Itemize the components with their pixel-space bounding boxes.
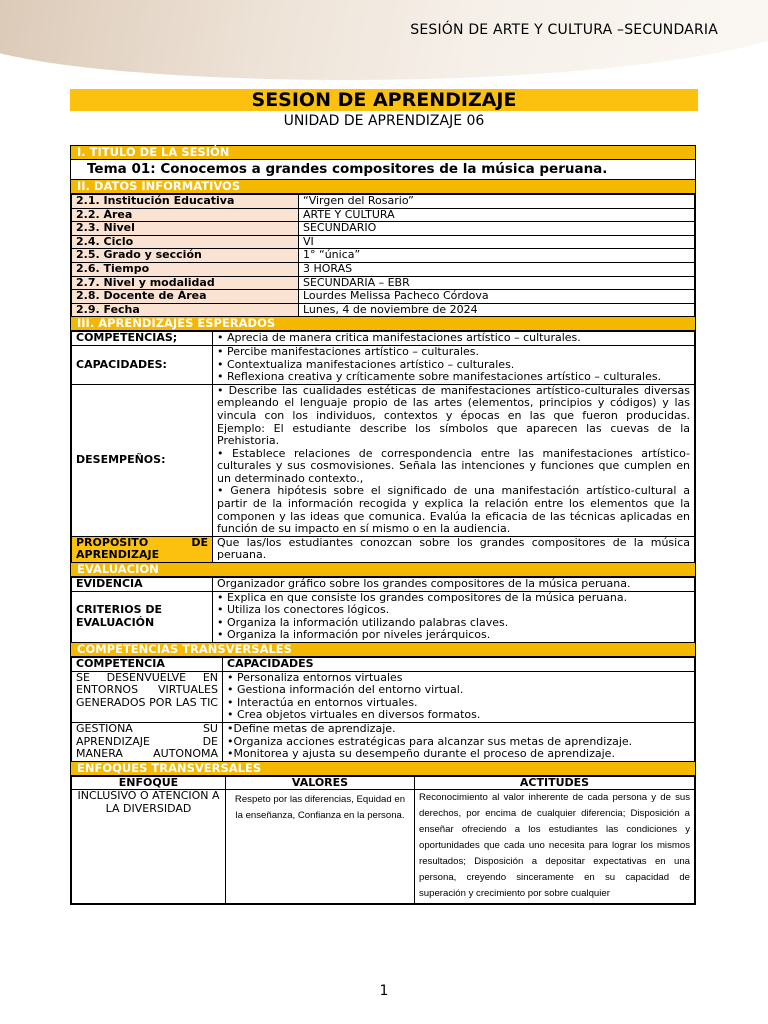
list-item: • Organiza la información por niveles jerárquicos. (217, 628, 491, 642)
list-item: • Organiza la información utilizando palabras claves. (217, 615, 509, 629)
table-row (72, 195, 695, 209)
list-item: •Monitorea y ajusta su desempeño durante el proceso de aprendizaje. (227, 747, 615, 761)
datos-key: 2.2. Área (72, 208, 299, 222)
datos-key: 2.1. Institución Educativa (72, 195, 299, 209)
competencias-value: • Aprecia de manera critica manifestaciones artístico – culturales. (213, 332, 695, 346)
table-row (72, 332, 695, 346)
list-item: • Explica en que consiste los grandes compositores de la música peruana. (217, 590, 628, 604)
datos-key: 2.9. Fecha (72, 303, 299, 317)
page-header (0, 0, 768, 84)
unit-subtitle: UNIDAD DE APRENDIZAJE 06 (283, 113, 485, 129)
criterios-label: CRITERIOS DE EVALUACIÓN (72, 591, 213, 642)
datos-table (71, 194, 695, 317)
enfoques-table (71, 776, 695, 904)
competencias-label: COMPETENCIAS; (72, 332, 213, 346)
list-item: • Establece relaciones de correspondencia entre las manifestaciones artístico-culturales y sus cosmovisiones. Señala las intenciones y funciones que cumplen en un determinado contexto., (217, 446, 690, 485)
datos-value: SECUNDARIA – EBR (299, 276, 695, 290)
column-header: COMPETENCIA (72, 658, 223, 672)
list-item: • Percibe manifestaciones artístico – culturales. (217, 344, 480, 358)
datos-key: 2.7. Nivel y modalidad (72, 276, 299, 290)
table-row (72, 578, 695, 592)
datos-key: 2.6. Tiempo (72, 262, 299, 276)
datos-value: ARTE Y CULTURA (299, 208, 695, 222)
datos-key: 2.5. Grado y sección (72, 249, 299, 263)
competencia-name: SE DESENVUELVE EN ENTORNOS VIRTUALES GENERADOS POR LAS TIC (72, 671, 223, 722)
table-row (72, 345, 695, 384)
list-item: • Contextualiza manifestaciones artístico – culturales. (217, 357, 515, 371)
list-item: • Interactúa en entornos virtuales. (227, 695, 418, 709)
datos-value: SECUNDARIO (299, 222, 695, 236)
datos-key: 2.3. Nivel (72, 222, 299, 236)
table-row (72, 536, 695, 562)
list-item: • Crea objetos virtuales en diversos formatos. (227, 708, 481, 722)
table-row (72, 249, 695, 263)
capacidades-list (223, 722, 695, 761)
capacidades-list (223, 671, 695, 722)
datos-value: 1° “única” (299, 249, 695, 263)
list-item: • Personaliza entornos virtuales (227, 670, 403, 684)
enfoque-name: INCLUSIVO O ATENCIÓN A LA DIVERSIDAD (72, 790, 226, 903)
table-row (72, 235, 695, 249)
aprendizajes-table (71, 331, 695, 563)
header-title: SESIÓN DE ARTE Y CULTURA –SECUNDARIA (410, 22, 718, 38)
table-row (72, 671, 695, 722)
table-row (72, 276, 695, 290)
column-header: ENFOQUE (72, 776, 226, 790)
criterios-list (213, 591, 695, 642)
section-evaluacion-heading: EVALUACION (71, 563, 695, 577)
column-header: ACTITUDES (415, 776, 695, 790)
datos-value: 3 HORAS (299, 262, 695, 276)
list-item: • Describe las cualidades estéticas de manifestaciones artístico-culturales diversas empleando el lenguaje propio de las artes (elementos, principios y códigos) y las vincula con los individuos, contextos y épocas en las que fueron producidas. Ejemplo: El estudiante describe los símbolos que aparecen las cuevas de la Prehistoria. (217, 383, 690, 448)
datos-value: VI (299, 235, 695, 249)
table-header-row (72, 658, 695, 672)
list-item: •Organiza acciones estratégicas para alcanzar sus metas de aprendizaje. (227, 734, 633, 748)
table-row (72, 591, 695, 642)
document-title: SESION DE APRENDIZAJE (70, 89, 698, 111)
datos-value: Lunes, 4 de noviembre de 2024 (299, 303, 695, 317)
competencias-transversales-table (71, 657, 695, 762)
table-row (72, 303, 695, 317)
list-item: • Reflexiona creativa y críticamente sobre manifestaciones artístico – culturales. (217, 370, 662, 384)
header-decoration (0, 0, 768, 80)
capacidades-list (213, 345, 695, 384)
evaluacion-table (71, 577, 695, 643)
list-item: • Utiliza los conectores lógicos. (217, 603, 390, 617)
datos-key: 2.8. Docente de Área (72, 290, 299, 304)
desempenos-label: DESEMPEÑOS: (72, 384, 213, 536)
datos-value: Lourdes Melissa Pacheco Córdova (299, 290, 695, 304)
section-competencias-transversales-heading: COMPETENCIAS TRANSVERSALES (71, 643, 695, 657)
evidencia-value: Organizador gráfico sobre los grandes compositores de la música peruana. (213, 578, 695, 592)
table-row (72, 790, 695, 903)
datos-value: “Virgen del Rosario” (299, 195, 695, 209)
desempenos-list (213, 384, 695, 536)
proposito-value: Que las/los estudiantes conozcan sobre los grandes compositores de la música peruana. (213, 536, 695, 562)
page-number: 1 (379, 983, 389, 999)
actitudes-text: Reconocimiento al valor inherente de cada persona y de sus derechos, por encima de cualquier diferencia; Disposición a enseñar ofreciendo a los estudiantes las condiciones y oportunidades que cada uno necesita para lograr los mismos resultados; Disposición a depositar expectativas en una persona, creyendo sinceramente en su capacidad de superación y crecimiento por sobre cualquier (415, 790, 695, 903)
table-row (72, 290, 695, 304)
section-enfoques-heading: ENFOQUES TRANSVERSALES (71, 762, 695, 776)
table-row (72, 208, 695, 222)
section-datos-heading: II. DATOS INFORMATIVOS (71, 180, 695, 194)
table-row (72, 222, 695, 236)
capacidades-label: CAPACIDADES: (72, 345, 213, 384)
list-item: •Define metas de aprendizaje. (227, 721, 396, 735)
section-aprendizajes-heading: III. APRENDIZAJES ESPERADOS (71, 317, 695, 331)
proposito-label: PROPOSITO DE APRENDIZAJE (72, 536, 213, 562)
table-row (72, 384, 695, 536)
session-document (70, 145, 696, 905)
list-item: • Gestiona información del entorno virtual. (227, 683, 464, 697)
section-title-heading: I. TITULO DE LA SESIÓN (71, 146, 695, 160)
valores-text: Respeto por las diferencias, Equidad en la enseñanza, Confianza en la persona. (226, 790, 415, 903)
list-item: • Genera hipótesis sobre el significado de una manifestación artístico-cultural a partir de la información recogida y explica la relación entre los elementos que la componen y las ideas que comunica. Evalúa la eficacia de las técnicas aplicadas en función de su impacto en sí mismo o en la audiencia. (217, 484, 690, 536)
table-row (72, 262, 695, 276)
column-header: VALORES (226, 776, 415, 790)
column-header: CAPACIDADES (223, 658, 695, 672)
table-row (72, 722, 695, 761)
table-header-row (72, 776, 695, 790)
evidencia-label: EVIDENCIA (72, 578, 213, 592)
datos-key: 2.4. Ciclo (72, 235, 299, 249)
competencia-name: GESTIONA SU APRENDIZAJE DE MANERA AUTONOMA (72, 722, 223, 761)
session-topic: Tema 01: Conocemos a grandes compositores de la música peruana. (71, 160, 695, 180)
